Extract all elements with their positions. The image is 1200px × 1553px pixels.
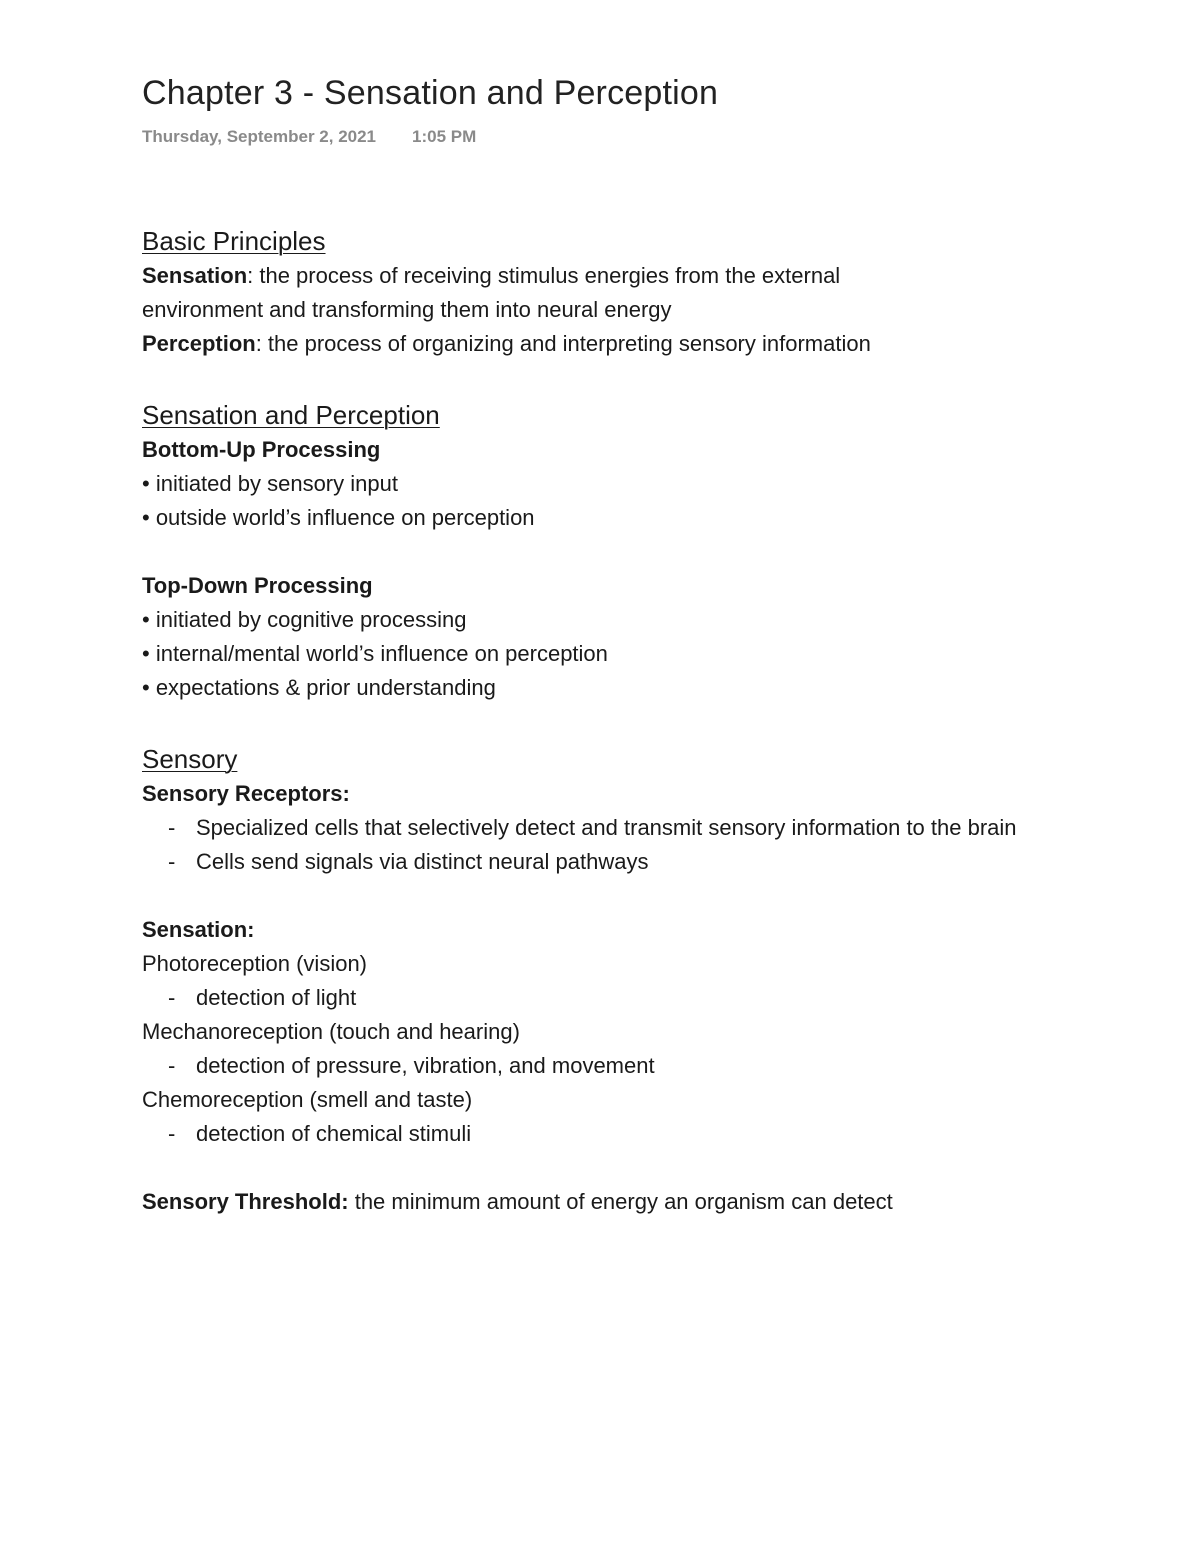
subheading-sensation: Sensation:	[142, 917, 255, 942]
term-sensory-threshold: Sensory Threshold:	[142, 1189, 349, 1214]
definition-perception-text: : the process of organizing and interpreting sensory information	[255, 331, 871, 356]
sense-type-name: Photoreception (vision)	[142, 951, 368, 976]
section-heading-basic-principles: Basic Principles	[142, 226, 326, 256]
list-item-text: detection of pressure, vibration, and movement	[196, 1053, 655, 1078]
subheading-top-down: Top-Down Processing	[142, 573, 373, 598]
list-item: • initiated by cognitive processing	[142, 607, 467, 632]
definition-sensory-threshold-text: the minimum amount of energy an organism can detect	[348, 1189, 893, 1214]
list-item	[142, 811, 1046, 845]
definition-perception	[142, 327, 1062, 361]
page-timestamp	[142, 127, 476, 147]
list-item-text: Specialized cells that selectively detect and transmit sensory information to the brain	[196, 815, 1017, 840]
dash-bullet: -	[168, 815, 176, 840]
list-item-text: detection of light	[196, 985, 357, 1010]
section-heading-sensation-perception: Sensation and Perception	[142, 400, 440, 430]
list-item	[142, 845, 1046, 879]
section-heading-sensory: Sensory	[142, 744, 238, 774]
page-title: Chapter 3 - Sensation and Perception	[142, 74, 719, 112]
list-item-text: detection of chemical stimuli	[196, 1121, 472, 1146]
dash-bullet: -	[168, 1053, 176, 1078]
page-time: 1:05 PM	[412, 127, 477, 146]
subheading-bottom-up: Bottom-Up Processing	[142, 437, 381, 462]
definition-sensation-continued: environment and transforming them into neural energy	[142, 297, 672, 322]
list-item: • expectations & prior understanding	[142, 675, 496, 700]
term-sensation: Sensation	[142, 263, 248, 288]
page-date: Thursday, September 2, 2021	[142, 127, 377, 146]
list-item	[142, 981, 1046, 1015]
list-item: • internal/mental world’s influence on perception	[142, 641, 608, 666]
subheading-sensory-receptors: Sensory Receptors:	[142, 781, 350, 806]
dash-bullet: -	[168, 985, 176, 1010]
sense-type-name: Mechanoreception (touch and hearing)	[142, 1019, 520, 1044]
definition-sensation	[142, 259, 1062, 293]
list-item	[142, 1117, 1046, 1151]
term-perception: Perception	[142, 331, 256, 356]
sense-type-name: Chemoreception (smell and taste)	[142, 1087, 473, 1112]
list-item-text: Cells send signals via distinct neural pathways	[196, 849, 649, 874]
list-item: • outside world’s influence on perception	[142, 505, 535, 530]
list-item: • initiated by sensory input	[142, 471, 398, 496]
definition-sensation-text: : the process of receiving stimulus energies from the external	[247, 263, 841, 288]
dash-bullet: -	[168, 849, 176, 874]
list-item	[142, 1049, 1046, 1083]
note-body	[142, 223, 1062, 1219]
definition-sensory-threshold	[142, 1185, 1062, 1219]
dash-bullet: -	[168, 1121, 176, 1146]
